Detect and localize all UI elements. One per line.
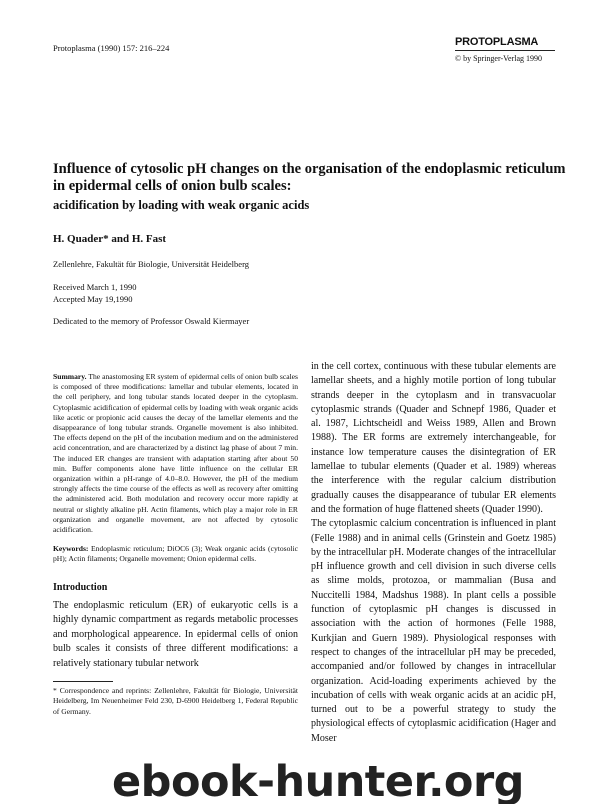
- copyright: © by Springer-Verlag 1990: [455, 54, 543, 63]
- body-paragraph-1: in the cell cortex, continuous with these tubular elements are lamellar sheets, and a highly motile portion of long tubular strands deeper in the cytoplasm and in transvacuolar cytoplasmic strands (Quader and Schnepf 1986, Quader et al. 1987, Lichtscheidl and Weiss 1989, Allen and Brown 1988). The ER forms are extremely interchangeable, for instance low temperature causes the disintegration of ER lamellae to tubular elements (Quader et al. 1989) whereas the interference with the regular calcium distribution gradually causes the disappearance of tubular ER elements and the formation of huge flattened sheets (Quader 1990).: [311, 361, 556, 515]
- keywords-text: Endoplasmic reticulum; DiOC6 (3); Weak organic acids (cytosolic pH); Actin filaments; Organelle movement; Onion epidermal cells.: [53, 544, 298, 564]
- introduction-heading: Introduction: [53, 581, 108, 593]
- summary-label: Summary.: [53, 372, 87, 381]
- journal-reference: Protoplasma (1990) 157: 216–224: [53, 43, 170, 53]
- article-subtitle: acidification by loading with weak organic acids: [53, 198, 310, 212]
- brand-rule: [455, 50, 555, 51]
- right-column: [311, 360, 556, 746]
- correspondence-footnote: * Correspondence and reprints: Zellenlehre, Fakultät für Biologie, Universität Heidelberg, Im Neuenheimer Feld 230, D-6900 Heidelberg 1, Federal Republic of Germany.: [53, 686, 298, 716]
- journal-brand: [455, 36, 565, 63]
- journal-name: PROTOPLASMA: [455, 36, 539, 48]
- introduction-text: The endoplasmic reticulum (ER) of eukaryotic cells is a highly dynamic compartment as regards metabolic processes and morphological appearence. In epidermal cells of onion bulb scales it consists of three different modifications: a relatively stationary tubular network: [53, 599, 298, 669]
- summary: [53, 372, 298, 535]
- article-title: Influence of cytosolic pH changes on the organisation of the endoplasmic reticulum in epidermal cells of onion bulb scales:: [53, 161, 566, 194]
- dedication: Dedicated to the memory of Professor Oswald Kiermayer: [53, 316, 250, 326]
- left-column: [53, 372, 298, 717]
- affiliation: Zellenlehre, Fakultät für Biologie, Universität Heidelberg: [53, 259, 249, 269]
- authors: H. Quader* and H. Fast: [53, 233, 167, 245]
- accepted-date: Accepted May 19,1990: [53, 294, 133, 304]
- footnote-rule: [53, 681, 113, 682]
- article-dates: [53, 281, 137, 305]
- keywords-label: Keywords:: [53, 544, 89, 554]
- watermark-text: ebook-hunter.org: [112, 757, 524, 804]
- received-date: Received March 1, 1990: [53, 282, 137, 292]
- keywords: [53, 544, 298, 564]
- body-paragraph-2: The cytoplasmic calcium concentration is influenced in plant (Felle 1988) and in animal cells (Grinstein and Goetz 1985) by the intracellular pH. Moderate changes of the intracellular pH influence growth and cell division in such diverse cells as slime molds, protozoa, or mammalian (Busa and Nuccitelli 1984, Madshus 1988). In plant cells a possible function of cytoplasmic pH changes is discussed in association with the action of hormones (Felle 1988, Kurkjian and Guern 1989). Physiological responses with respect to changes of the intracellular pH may be preceded, accompanied and/or followed by changes in intracellular organization. Acid-loading experiments achieved by the incubation of cells with weak organic acids at an acidic pH, turned out to be a powerful strategy to study the physiological effects of cytoplasmic acidification (Hager and Moser: [311, 518, 556, 744]
- summary-text: The anastomosing ER system of epidermal cells of onion bulb scales is composed of three modifications: lamellar and tubular elements, located in the cell periphery, and long tubular stands located deeper in the cytoplasm. Cytoplasmic acidification of epidermal cells by loading with weak organic acids like acetic or propionic acid causes the decay of the lamellar elements and the disappearance of long tubular strands. Organelle movement is also inhibited. The effects depend on the pH of the incubation medium and on the administered acid concentration, and are characterized by a distinct lag phase of about 7 min. The induced ER changes are transient with adaptation starting after about 50 min. Buffer components alone have little influence on the cellular ER organization within a pH-range of 4.0–8.0. However, the pH of the medium strongly affects the time course of the effects as well as recovery after omitting the administered acid. Both modulation and recovery occur more rapidly at neutral or slightly alkaline pH. Actin filaments, which play a major role in ER organization and organelle movement, are not affected by cytosolic acidification.: [53, 372, 298, 535]
- watermark: [112, 756, 608, 804]
